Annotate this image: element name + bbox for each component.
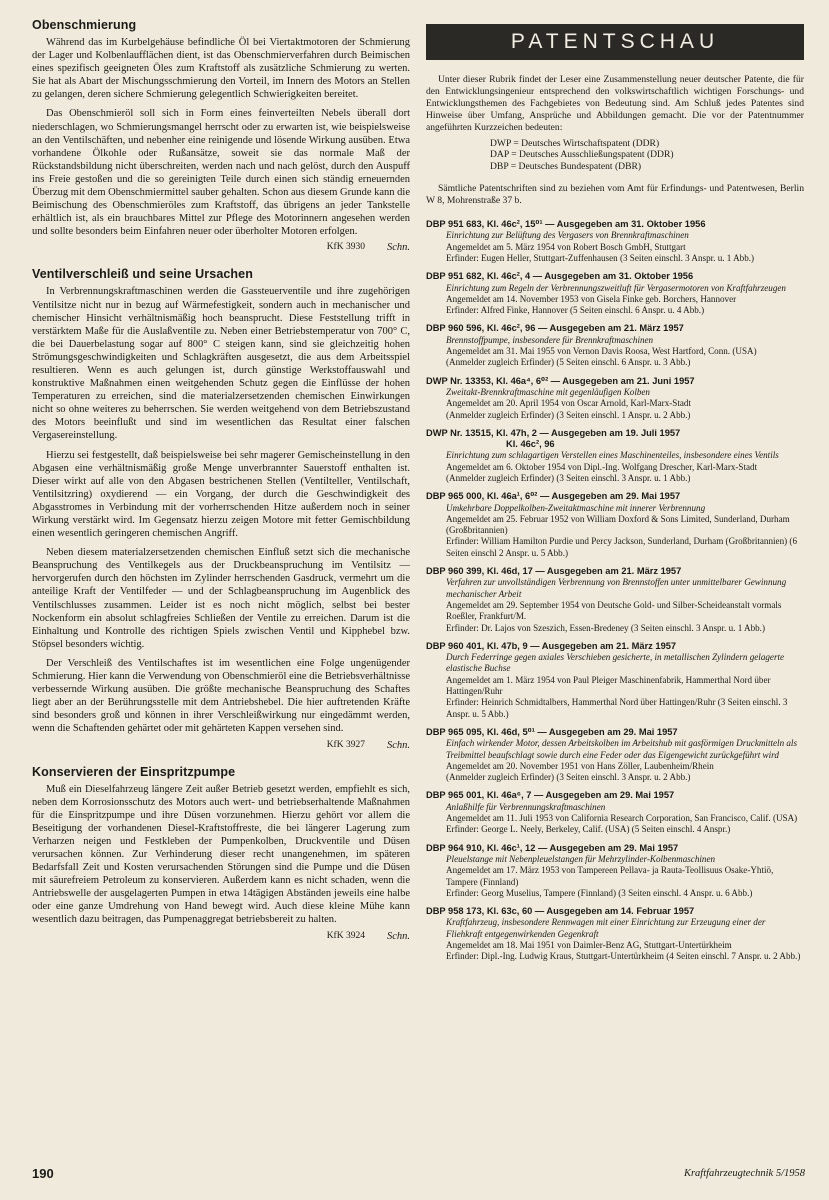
patent-detail: Erfinder: Heinrich Schmidtalbers, Hammerthal Nord über Hattingen/Ruhr (3 Seiten einschl. 3 Anspr. u. 5 Abb.) bbox=[446, 697, 788, 719]
article-ref: KfK 3930 bbox=[326, 242, 365, 253]
patent-detail: Erfinder: Dipl.-Ing. Ludwig Kraus, Stuttgart-Untertürkheim (4 Seiten einschl. 7 Anspr. u. 2 Abb.) bbox=[446, 951, 801, 962]
article-heading: Ventilverschleiß und seine Ursachen bbox=[32, 267, 253, 282]
right-column bbox=[426, 24, 804, 970]
patent-detail: Angemeldet am 11. Juli 1953 von California Research Corporation, San Francisco, Calif. (USA) bbox=[446, 813, 798, 824]
patent-title: Kraftfahrzeug, insbesondere Rennwagen mit einer Einrichtung zur Erzeugung einer der Fliehkraft entgegenwirkenden Gegenkraft bbox=[446, 917, 766, 939]
patent-detail: Angemeldet am 20. November 1951 von Hans Zöller, Laubenheim/Rhein bbox=[446, 760, 714, 771]
patent-detail: Angemeldet am 14. November 1953 von Gisela Finke geb. Borchers, Hannover bbox=[446, 293, 737, 304]
patent-entry bbox=[426, 566, 804, 634]
patent-detail: Erfinder: George L. Neely, Berkeley, Calif. (USA) (5 Seiten einschl. 4 Anspr.) bbox=[446, 824, 731, 835]
patent-entry bbox=[426, 219, 804, 264]
patent-title: Zweitakt-Brennkraftmaschine mit gegenläufigen Kolben bbox=[446, 386, 650, 397]
article-paragraph: Das Obenschmieröl soll sich in Form eines feinverteilten Nebels überall dort niederschlagen, wo Schmierungsmangel herrscht oder zu erwarten ist, wie beispielsweise an den Ventilschäften, und nebenher eine reinigende und lösende Wirkung ausüben. Etwa vorhandene Ölkohle oder Rußansätze, soweit sie das normale Maß der Rückstandsbildung nicht überschreiten, werden nach und nach gelöst, durch den Auspuff ins Freie gestoßen und die so gereinigten Teile durch einen sich ständig erneuernden Überzug mit dem Obenschmiermittel sauber gehalten. Schon aus diesem Grunde kann die Beimischung des Obenschmieröles zum Kraftstoff, das übrigens an jeder Tankstelle erhältlich ist, als ein brauchbares Mittel zur Pflege des Motorinnern angesehen werden und sollte besonders beim Einfahren neuer oder überholter Motoren erfolgen. bbox=[32, 108, 410, 238]
patent-head: DBP 951 682, Kl. 46c², 4 — Ausgegeben am 31. Oktober 1956 bbox=[426, 271, 694, 282]
patent-head: DWP Nr. 13515, Kl. 47h, 2 — Ausgegeben am 19. Juli 1957 bbox=[426, 427, 681, 438]
patent-detail: Angemeldet am 29. September 1954 von Deutsche Gold- und Silber-Scheideanstalt vormals Roeßler, Frankfurt/M. bbox=[446, 599, 782, 622]
patent-title: Einrichtung zur Belüftung des Vergasers von Brennkraftmaschinen bbox=[446, 230, 689, 241]
ordering-note: Sämtliche Patentschriften sind zu beziehen vom Amt für Erfindungs- und Patentwesen, Berlin W 8, Mohrenstraße 37 b. bbox=[426, 183, 804, 207]
article-author: Schn. bbox=[386, 739, 410, 751]
patent-entry bbox=[426, 727, 804, 783]
article-heading: Konservieren der Einspritzpumpe bbox=[32, 764, 236, 779]
abbreviation-item: DWP = Deutsches Wirtschaftspatent (DDR) bbox=[490, 137, 660, 149]
patent-entry bbox=[426, 491, 804, 559]
patent-head: DBP 965 095, Kl. 46d, 5⁰¹ — Ausgegeben am 29. Mai 1957 bbox=[426, 726, 678, 737]
patent-detail: Erfinder: Eugen Heller, Stuttgart-Zuffenhausen (3 Seiten einschl. 3 Anspr. u. 1 Abb.) bbox=[446, 252, 755, 263]
patentschau-banner: PATENTSCHAU bbox=[426, 24, 804, 60]
patent-detail: Angemeldet am 25. Februar 1952 von William Doxford & Sons Limited, Sunderland, Durham (Großbritannien) bbox=[446, 513, 790, 536]
patent-detail: (Anmelder zugleich Erfinder) (3 Seiten einschl. 3 Anspr. u. 2 Abb.) bbox=[446, 772, 691, 783]
patent-entry bbox=[426, 428, 804, 484]
left-column bbox=[32, 18, 410, 956]
article-paragraph: Muß ein Dieselfahrzeug längere Zeit außer Betrieb gesetzt werden, empfiehlt es sich, neben dem Korrosionsschutz des Motors auch wert- und betriebserhaltende Maßnahmen für die Einspritzpumpe und ihre Düsen vorzunehmen. Hierzu gehört vor allem die Beseitigung der vorhandenen Diesel-Kraftstoffreste, die bei längerer Lagerung zum Verharzen neigen und Festkleben der Pumpenkolben, Druckventile und Düsen verursachen können. Zur Verhinderung dieser recht unangenehmen, im späteren Bedarfsfall Zeit und Kosten verursachenden Störungen sind die Pumpe und die Düsen mit säurefreiem Petroleum zu konservieren. Außerdem kann es nicht schaden, wenn die Antriebswelle der ausgelagerten Pumpen in etwa 14tägigen Abständen jeweils eine halbe oder eine ganze Umdrehung von Hand bewegt wird. Auch diese kleine Mühe kann wesentlich dazu beitragen, das Pumpenaggregat betriebsbereit zu halten. bbox=[32, 783, 410, 926]
patent-detail: Angemeldet am 5. März 1954 von Robert Bosch GmbH, Stuttgart bbox=[446, 241, 686, 252]
patent-detail: (Anmelder zugleich Erfinder) (3 Seiten einschl. 3 Anspr. u. 1 Abb.) bbox=[446, 473, 691, 483]
patent-head: DBP 964 910, Kl. 46c¹, 12 — Ausgegeben am 29. Mai 1957 bbox=[426, 842, 679, 853]
patent-detail: Angemeldet am 31. Mai 1955 von Vernon Davis Roosa, West Hartford, Conn. (USA) bbox=[446, 346, 757, 357]
patent-title: Einrichtung zum Regeln der Verbrennungszweitluft für Vergasermotoren von Kraftfahrzeugen bbox=[446, 282, 786, 293]
patent-head: DWP Nr. 13353, Kl. 46a⁴, 6⁰² — Ausgegeben am 21. Juni 1957 bbox=[426, 375, 695, 386]
abbreviation-item: DBP = Deutsches Bundespatent (DBR) bbox=[490, 161, 642, 173]
patent-entry bbox=[426, 376, 804, 421]
page-number: 190 bbox=[32, 1166, 54, 1181]
patent-entry bbox=[426, 641, 804, 720]
patent-detail: Angemeldet am 18. Mai 1951 von Daimler-Benz AG, Stuttgart-Untertürkheim bbox=[446, 939, 732, 950]
patent-detail: Angemeldet am 6. Oktober 1954 von Dipl.-Ing. Wolfgang Drescher, Karl-Marx-Stadt bbox=[446, 461, 758, 472]
patent-detail: (Anmelder zugleich Erfinder) (5 Seiten einschl. 6 Anspr. u. 3 Abb.) bbox=[446, 357, 691, 368]
patent-subhead: Kl. 46c², 96 bbox=[506, 439, 555, 450]
patent-detail: Erfinder: Alfred Finke, Hannover (5 Seiten einschl. 6 Anspr. u. 4 Abb.) bbox=[446, 305, 705, 316]
journal-footer: Kraftfahrzeugtechnik 5/1958 bbox=[683, 1168, 805, 1179]
patent-entry bbox=[426, 906, 804, 962]
article-obenschmierung bbox=[32, 18, 410, 253]
patent-list bbox=[426, 219, 804, 963]
patent-head: DBP 965 001, Kl. 46a⁶, 7 — Ausgegeben am 29. Mai 1957 bbox=[426, 790, 675, 801]
patent-title: Einfach wirkender Motor, dessen Arbeitskolben im Arbeitshub mit gasförmigen Druckmitteln als Treibmittel beaufschlagt sowie durch eine Feder oder das Eigengewicht zurückgeführt wird bbox=[446, 738, 798, 760]
patent-head: DBP 960 401, Kl. 47b, 9 — Ausgegeben am 21. März 1957 bbox=[426, 640, 677, 651]
article-signature bbox=[32, 931, 410, 942]
patent-head: DBP 960 399, Kl. 46d, 17 — Ausgegeben am 21. März 1957 bbox=[426, 566, 682, 577]
patent-head: DBP 960 596, Kl. 46c², 96 — Ausgegeben am 21. März 1957 bbox=[426, 323, 684, 334]
patent-title: Umkehrbare Doppelkolben-Zweitaktmaschine mit innerer Verbrennung bbox=[446, 502, 706, 513]
patent-title: Durch Federringe gegen axiales Verschieben gesicherte, in metallischen Zylindern gelagerte elastische Buchse bbox=[446, 652, 785, 674]
patent-entry bbox=[426, 790, 804, 835]
patent-title: Brennstoffpumpe, insbesondere für Brennkraftmaschinen bbox=[446, 334, 654, 345]
article-paragraph: Der Verschleiß des Ventilschaftes ist im wesentlichen eine Folge ungenügender Schmierung. Hier kann die Verwendung von Obenschmieröl eine die Betriebsverhältnisse verbessernde Wirkung ausüben. Die größte mechanische Beanspruchung des Schaftes liegt aber an der Berührungsstelle mit dem Antriebshebel. Die hier auftretenden Kräfte sind besonders groß und können in ihrer Verschleißwirkung nur eingedämmt werden, wenn die Schaftenden gehärtet oder mit gehärteten Kappen versehen sind. bbox=[32, 657, 410, 735]
patent-title: Einrichtung zum schlagartigen Verstellen eines Maschinenteiles, insbesondere eines Ventils bbox=[446, 450, 779, 461]
patent-title: Verfahren zur unvollständigen Verbrennung von Brennstoffen unter unmittelbarer Gewinnung mechanischer Arbeit bbox=[446, 577, 787, 599]
patent-detail: Erfinder: William Hamilton Purdie und Percy Jackson, Sunderland, Durham (Großbritannien) (6 Seiten einschl 2 Anspr. u. 5 Abb.) bbox=[446, 536, 798, 558]
article-ventilverschleiss bbox=[32, 267, 410, 750]
patent-detail: Erfinder: Dr. Lajos von Szeszich, Essen-Bredeney (3 Seiten einschl. 3 Anspr. u. 1 Abb.) bbox=[446, 622, 765, 633]
patent-detail: Angemeldet am 17. März 1953 von Tampereen Pellava- ja Rauta-Teollisuus Osake-Yhtiö, Tampere (Finnland) bbox=[446, 865, 774, 887]
abbreviation-list bbox=[490, 138, 804, 174]
intro-text: Unter dieser Rubrik findet der Leser eine Zusammenstellung neuer deutscher Patente, die für den Entwicklungsingenieur entsprechend den volkswirtschaftlich wichtigen Forschungs- und Entwicklungsthemen des Fachgebietes von Bedeutung sind. Am Schluß jedes Patentes sind Hinweise über Umfang, Ansprüche und Abbildungen gemacht. Die vor der Patentnummer angeführten Kurzzeichen bedeuten: bbox=[426, 74, 804, 133]
patent-entry bbox=[426, 843, 804, 899]
patent-head: DBP 951 683, Kl. 46c², 15⁰¹ — Ausgegeben am 31. Oktober 1956 bbox=[426, 219, 706, 230]
patent-detail: Angemeldet am 1. März 1954 von Paul Pleiger Maschinenfabrik, Hammerthal Nord über Hattingen/Ruhr bbox=[446, 674, 771, 697]
article-ref: KfK 3924 bbox=[326, 930, 365, 941]
article-paragraph: Neben diesem materialzersetzenden chemischen Einfluß setzt sich die mechanische Beanspruchung des Ventilkegels aus der Druckbeanspruchung im Ventilsitz — hervorgerufen durch den höchsten im Zylinder herrschenden Gasdruck, vermehrt um die anteilige Kraft der Ventilfeder — und der Schlagbeanspruchung im Augenblick des Ventilschlusses zusammen. Leider ist es noch nicht möglich, selbst bei bester Nockenform ein absolut schlagfreies Schließen der Ventile zu erreichen. Darum ist die Einhaltung und Kontrolle des richtigen Spiels zwischen Ventil und Kipphebel bzw. Stöpsel besonders wichtig. bbox=[32, 547, 410, 650]
article-heading: Obenschmierung bbox=[32, 18, 137, 32]
article-signature bbox=[32, 740, 410, 751]
article-signature bbox=[32, 242, 410, 253]
patent-detail: Angemeldet am 20. April 1954 von Oscar Arnold, Karl-Marx-Stadt bbox=[446, 398, 691, 409]
article-author: Schn. bbox=[386, 930, 410, 942]
patent-head: DBP 965 000, Kl. 46a¹, 6⁰² — Ausgegeben am 29. Mai 1957 bbox=[426, 491, 681, 502]
patent-detail: Erfinder: Georg Muselius, Tampere (Finnland) (3 Seiten einschl. 4 Anspr. u. 6 Abb.) bbox=[446, 887, 753, 898]
article-paragraph: Hierzu sei festgestellt, daß beispielsweise bei sehr magerer Gemischeinstellung in den Abgasen eine verhältnismäßig große Menge unverbrannter Sauerstoff enthalten ist. Dieser wirkt auf alle von den Abgasen bestrichenen Stellen (Ventilteller, Ventilschaft, Ventilsitzring) oxydierend — ein Vorgang, der durch die Geschwindigkeit des Abgasstromes in Verbindung mit der vorherrschenden Hitze außerdem noch in seiner Wirkung verstärkt wird. Im Gegensatz hierzu zeigen Motore mit fetter Gemischbildung einen wesentlich geringeren chemischen Angriff. bbox=[32, 449, 410, 540]
abbreviation-item: DAP = Deutsches Ausschließungspatent (DDR) bbox=[490, 149, 674, 161]
patent-detail: (Anmelder zugleich Erfinder) (3 Seiten einschl. 1 Anspr. u. 2 Abb.) bbox=[446, 409, 691, 420]
patent-entry bbox=[426, 271, 804, 316]
patent-title: Pleuelstange mit Nebenpleuelstangen für Mehrzylinder-Kolbenmaschinen bbox=[446, 853, 716, 864]
article-paragraph: Während das im Kurbelgehäuse befindliche Öl bei Viertaktmotoren der Schmierung der Lager und Kolbenlaufflächen dient, ist das Obenschmierverfahren durch Beimischen eines spezifisch geeigneten Öles zum Kraftstoff als zusätzliche Schmierung zu werten. Sie hat als Abart der Mischungsschmierung den Vorteil, im Innern des Motors an Stellen zu gelangen, deren sichere Schmierung gelegentlich Schwierigkeiten bereitet. bbox=[32, 37, 410, 101]
patent-intro bbox=[426, 74, 804, 134]
patent-head: DBP 958 173, Kl. 63c, 60 — Ausgegeben am 14. Februar 1957 bbox=[426, 906, 695, 917]
article-einspritzpumpe bbox=[32, 765, 410, 942]
patent-entry bbox=[426, 323, 804, 368]
patent-title: Anlaßhilfe für Verbrennungskraftmaschinen bbox=[446, 801, 606, 812]
article-ref: KfK 3927 bbox=[326, 739, 365, 750]
article-paragraph: In Verbrennungskraftmaschinen werden die Gassteuerventile und ihre zugehörigen Ventilsitze nicht nur in bezug auf Wärmefestigkeit, sondern auch in mechanischer und chemischer Hinsicht verhältnismäßig hoch beansprucht. Diese Feststellung trifft in verstärktem Maße für die Auslaßventile zu. Neben einer Betriebstemperatur von 700° C, die bei Dauerbelastung sogar auf 800° C steigen kann, sind sie gleichzeitig hohen Strömungsgeschwindigkeiten und Schlagkräften ausgesetzt, die aus dem Arbeitsspiel resultieren. Wenn es auch gelungen ist, durch günstige Werkstoffauswahl und konstruktive Maßnahmen einen weitgehenden Schutz gegen die Einflüsse der hohen Temperaturen zu erreichen, sind die materialzersetzenden chemischen Einwirkungen nicht so ohne weiteres zu beherrschen. Sie werden weitgehend von dem Betriebszustand des Motors beeinflußt und sind im wesentlichen das Resultat einer falschen Vergasereinstellung. bbox=[32, 286, 410, 442]
article-author: Schn. bbox=[386, 242, 410, 254]
